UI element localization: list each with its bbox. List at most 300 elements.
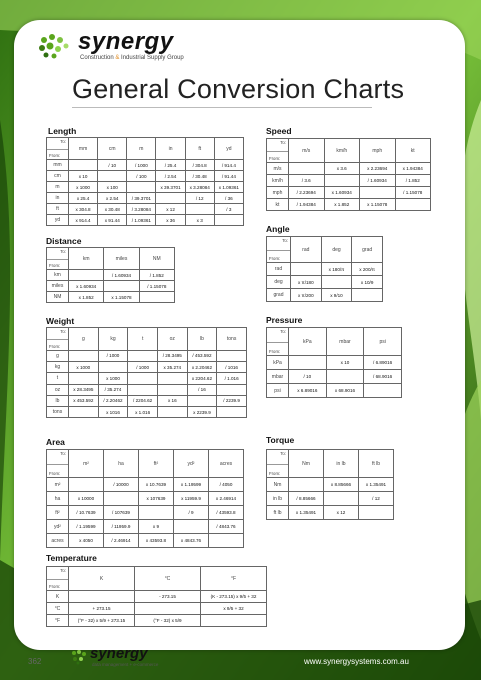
distance-conversion-cell: x 1.60934 bbox=[69, 281, 104, 292]
weight-conversion-cell: x 2204.62 bbox=[187, 373, 217, 384]
angle-conversion-cell: x π/200 bbox=[291, 289, 322, 302]
weight-conversion-cell: / 28.3495 bbox=[157, 350, 187, 361]
length-conversion-cell: x 1000 bbox=[69, 182, 98, 193]
torque-header-row bbox=[267, 450, 394, 478]
length-table-row bbox=[47, 204, 244, 215]
speed-row-header: km/h bbox=[267, 175, 289, 187]
distance-table bbox=[46, 247, 175, 303]
area-conversion-cell: x 43593.8 bbox=[139, 534, 174, 548]
distance-column-header: NM bbox=[139, 248, 174, 270]
length-table-row bbox=[47, 171, 244, 182]
speed-conversion-cell: / 1.15078 bbox=[395, 187, 431, 199]
speed-table-row bbox=[267, 187, 431, 199]
area-column-header: m² bbox=[69, 450, 104, 478]
weight-conversion-cell bbox=[128, 373, 158, 384]
distance-table-row bbox=[47, 281, 175, 292]
speed-row-header: mph bbox=[267, 187, 289, 199]
length-column-header: cm bbox=[98, 138, 127, 160]
pressure-row-header: mbar bbox=[267, 370, 289, 384]
weight-conversion-cell bbox=[217, 384, 247, 395]
length-conversion-cell bbox=[127, 182, 156, 193]
length-conversion-cell bbox=[69, 160, 98, 171]
length-conversion-cell: x 100 bbox=[98, 182, 127, 193]
weight-conversion-cell: x 2239.9 bbox=[187, 407, 217, 418]
speed-column-header: kt bbox=[395, 139, 431, 163]
angle-conversion-cell: x 200/π bbox=[352, 263, 383, 276]
length-conversion-cell: x 12 bbox=[156, 204, 185, 215]
distance-conversion-cell: x 1.852 bbox=[69, 292, 104, 303]
torque-conversion-cell bbox=[359, 506, 394, 520]
area-column-header: ft² bbox=[139, 450, 174, 478]
area-conversion-cell: / 43593.8 bbox=[209, 506, 244, 520]
corner-from-label: From: bbox=[269, 156, 281, 162]
length-conversion-cell: / 2.54 bbox=[156, 171, 185, 182]
distance-conversion-cell bbox=[139, 292, 174, 303]
pressure-conversion-cell: / 6.89016 bbox=[364, 356, 402, 370]
length-conversion-cell: x 914.4 bbox=[69, 215, 98, 226]
torque-conversion-cell: / 12 bbox=[359, 492, 394, 506]
angle-table-row bbox=[267, 289, 383, 302]
weight-column-header: tons bbox=[217, 328, 247, 351]
weight-conversion-cell bbox=[217, 350, 247, 361]
angle-header-row bbox=[267, 237, 383, 263]
corner-to-label: To: bbox=[60, 451, 66, 456]
length-column-header: yd bbox=[214, 138, 243, 160]
speed-conversion-cell: / 1.852 bbox=[395, 175, 431, 187]
weight-column-header: oz bbox=[157, 328, 187, 351]
temperature-column-header: K bbox=[69, 567, 135, 591]
logo-wordmark: synergy bbox=[78, 28, 174, 55]
distance-title: Distance bbox=[46, 236, 82, 246]
length-header-row bbox=[47, 138, 244, 160]
area-conversion-cell: x 4050 bbox=[69, 534, 104, 548]
speed-conversion-cell: x 2.23694 bbox=[360, 163, 396, 175]
length-conversion-cell: / 36 bbox=[214, 193, 243, 204]
length-conversion-cell: / 12 bbox=[185, 193, 214, 204]
corner-divider bbox=[47, 149, 68, 150]
area-table-row bbox=[47, 492, 244, 506]
weight-column-header: t bbox=[128, 328, 158, 351]
weight-title: Weight bbox=[46, 316, 75, 326]
length-conversion-cell bbox=[185, 204, 214, 215]
area-table-row bbox=[47, 534, 244, 548]
area-conversion-cell: x 1.19599 bbox=[174, 478, 209, 492]
torque-row-header: Nm bbox=[267, 478, 289, 492]
area-conversion-cell: / 10.7639 bbox=[69, 506, 104, 520]
weight-row-header: lb bbox=[47, 395, 69, 406]
area-table bbox=[46, 449, 244, 548]
area-header-row bbox=[47, 450, 244, 478]
area-conversion-cell bbox=[69, 478, 104, 492]
distance-conversion-cell: / 1.60934 bbox=[104, 270, 139, 281]
length-table-row bbox=[47, 160, 244, 171]
area-conversion-cell: / 4843.76 bbox=[209, 520, 244, 534]
length-row-header: in bbox=[47, 193, 69, 204]
area-conversion-cell: x 10.7639 bbox=[139, 478, 174, 492]
footer-logo-dots-icon bbox=[70, 649, 88, 665]
weight-column-header: lb bbox=[187, 328, 217, 351]
torque-conversion-cell bbox=[324, 492, 359, 506]
angle-row-header: rad bbox=[267, 263, 291, 276]
torque-conversion-cell: / 8.85666 bbox=[289, 492, 324, 506]
speed-conversion-cell: / 3.6 bbox=[289, 175, 325, 187]
weight-table-row bbox=[47, 361, 247, 372]
weight-conversion-cell bbox=[69, 350, 99, 361]
area-conversion-cell bbox=[104, 492, 139, 506]
weight-column-header: kg bbox=[98, 328, 128, 351]
footer-logo bbox=[70, 647, 190, 671]
corner-from-label: From: bbox=[49, 153, 61, 158]
angle-table bbox=[266, 236, 383, 302]
speed-conversion-cell: x 1.15078 bbox=[360, 199, 396, 211]
weight-conversion-cell bbox=[128, 350, 158, 361]
distance-table-row bbox=[47, 292, 175, 303]
angle-conversion-cell bbox=[352, 289, 383, 302]
area-conversion-cell: / 11959.9 bbox=[104, 520, 139, 534]
area-table-row bbox=[47, 478, 244, 492]
area-row-header: acres bbox=[47, 534, 69, 548]
corner-to-label: To: bbox=[60, 568, 66, 573]
torque-conversion-cell: x 8.85666 bbox=[324, 478, 359, 492]
temperature-row-header: °F bbox=[47, 615, 69, 627]
weight-conversion-cell: x 453.592 bbox=[69, 395, 99, 406]
speed-row-header: m/s bbox=[267, 163, 289, 175]
temperature-conversion-cell: x 9/5 + 32 bbox=[201, 603, 267, 615]
website-url[interactable]: www.synergysystems.com.au bbox=[304, 657, 409, 666]
weight-conversion-cell bbox=[187, 395, 217, 406]
temperature-header-row bbox=[47, 567, 267, 591]
length-row-header: yd bbox=[47, 215, 69, 226]
length-conversion-cell: / 30.48 bbox=[185, 171, 214, 182]
temperature-conversion-cell bbox=[201, 615, 267, 627]
corner-from-label: From: bbox=[49, 343, 61, 349]
footer-logo-tagline: data management + e-commerce bbox=[92, 662, 159, 667]
weight-conversion-cell: / 2239.9 bbox=[217, 395, 247, 406]
length-column-header: m bbox=[127, 138, 156, 160]
corner-to-label: To: bbox=[280, 329, 286, 334]
weight-column-header: g bbox=[69, 328, 99, 351]
length-conversion-cell: x 36 bbox=[156, 215, 185, 226]
length-title: Length bbox=[48, 126, 77, 136]
length-row-header: ft bbox=[47, 204, 69, 215]
distance-row-header: km bbox=[47, 270, 69, 281]
area-table-row bbox=[47, 506, 244, 520]
torque-row-header: ft lb bbox=[267, 506, 289, 520]
temperature-conversion-cell bbox=[135, 603, 201, 615]
angle-conversion-cell bbox=[291, 263, 322, 276]
weight-conversion-cell: x 16 bbox=[157, 395, 187, 406]
length-conversion-cell: x 91.44 bbox=[98, 215, 127, 226]
area-conversion-cell bbox=[139, 506, 174, 520]
torque-corner-cell bbox=[267, 450, 289, 478]
area-row-header: ha bbox=[47, 492, 69, 506]
weight-conversion-cell: / 2.20462 bbox=[98, 395, 128, 406]
area-conversion-cell: / 10000 bbox=[104, 478, 139, 492]
length-conversion-cell bbox=[214, 215, 243, 226]
angle-column-header: grad bbox=[352, 237, 383, 263]
weight-conversion-cell bbox=[157, 407, 187, 418]
distance-table-row bbox=[47, 270, 175, 281]
weight-conversion-cell: / 2204.62 bbox=[128, 395, 158, 406]
area-title: Area bbox=[46, 437, 65, 447]
temperature-table-row bbox=[47, 591, 267, 603]
length-row-header: m bbox=[47, 182, 69, 193]
length-column-header: in bbox=[156, 138, 185, 160]
length-conversion-cell: / 10 bbox=[98, 160, 127, 171]
area-conversion-cell: / 1.19599 bbox=[69, 520, 104, 534]
pressure-conversion-cell: x 68.9016 bbox=[326, 384, 364, 398]
corner-divider bbox=[267, 151, 288, 152]
distance-row-header: miles bbox=[47, 281, 69, 292]
distance-corner-cell bbox=[47, 248, 69, 270]
corner-divider bbox=[47, 464, 68, 465]
length-conversion-cell: / 3.28084 bbox=[127, 204, 156, 215]
angle-conversion-cell: x 9/10 bbox=[321, 289, 352, 302]
speed-table bbox=[266, 138, 431, 211]
pressure-conversion-cell: / 10 bbox=[289, 370, 327, 384]
pressure-table bbox=[266, 327, 402, 398]
temperature-table-row bbox=[47, 615, 267, 627]
temperature-conversion-cell: + 273.15 bbox=[69, 603, 135, 615]
speed-title: Speed bbox=[266, 126, 292, 136]
corner-divider bbox=[47, 579, 68, 580]
length-conversion-cell: / 100 bbox=[127, 171, 156, 182]
temperature-row-header: °C bbox=[47, 603, 69, 615]
area-conversion-cell bbox=[174, 520, 209, 534]
logo-tagline: Construction & Industrial Supply Group bbox=[80, 55, 184, 61]
angle-corner-cell bbox=[267, 237, 291, 263]
weight-conversion-cell: x 1016 bbox=[98, 407, 128, 418]
temperature-table bbox=[46, 566, 267, 627]
pressure-row-header: kPa bbox=[267, 356, 289, 370]
weight-conversion-cell: / 35.274 bbox=[98, 384, 128, 395]
title-divider bbox=[72, 107, 372, 108]
distance-column-header: miles bbox=[104, 248, 139, 270]
area-conversion-cell: / 107639 bbox=[104, 506, 139, 520]
pressure-table-row bbox=[267, 370, 402, 384]
corner-divider bbox=[47, 339, 68, 340]
torque-column-header: ft lb bbox=[359, 450, 394, 478]
angle-column-header: rad bbox=[291, 237, 322, 263]
distance-conversion-cell: x 1.15078 bbox=[104, 292, 139, 303]
corner-from-label: From: bbox=[269, 256, 281, 262]
corner-from-label: From: bbox=[49, 263, 61, 268]
speed-corner-cell bbox=[267, 139, 289, 163]
weight-table-row bbox=[47, 350, 247, 361]
angle-title: Angle bbox=[266, 224, 290, 234]
length-conversion-cell: / 1.09361 bbox=[127, 215, 156, 226]
page-title: General Conversion Charts bbox=[72, 74, 405, 104]
pressure-conversion-cell bbox=[326, 370, 364, 384]
length-conversion-cell: / 91.44 bbox=[214, 171, 243, 182]
weight-conversion-cell: x 28.3495 bbox=[69, 384, 99, 395]
weight-conversion-cell: / 1000 bbox=[128, 361, 158, 372]
torque-conversion-cell: x 1.35491 bbox=[359, 478, 394, 492]
weight-conversion-cell bbox=[217, 407, 247, 418]
speed-conversion-cell: / 1.60934 bbox=[360, 175, 396, 187]
pressure-table-row bbox=[267, 384, 402, 398]
length-column-header: ft bbox=[185, 138, 214, 160]
temperature-title: Temperature bbox=[46, 553, 97, 563]
area-conversion-cell: x 4843.76 bbox=[174, 534, 209, 548]
pressure-column-header: psi bbox=[364, 328, 402, 356]
speed-column-header: m/s bbox=[289, 139, 325, 163]
pressure-column-header: kPa bbox=[289, 328, 327, 356]
temperature-corner-cell bbox=[47, 567, 69, 591]
weight-conversion-cell: / 1000 bbox=[98, 350, 128, 361]
angle-table-row bbox=[267, 276, 383, 289]
area-conversion-cell: x 107639 bbox=[139, 492, 174, 506]
speed-conversion-cell: x 1.60934 bbox=[324, 187, 360, 199]
temperature-conversion-cell: - 273.15 bbox=[135, 591, 201, 603]
area-row-header: ft² bbox=[47, 506, 69, 520]
length-table-row bbox=[47, 193, 244, 204]
torque-table-row bbox=[267, 478, 394, 492]
angle-conversion-cell: x π/180 bbox=[291, 276, 322, 289]
area-conversion-cell: / 2.46914 bbox=[104, 534, 139, 548]
pressure-conversion-cell bbox=[364, 384, 402, 398]
speed-table-row bbox=[267, 163, 431, 175]
distance-conversion-cell: / 1.852 bbox=[139, 270, 174, 281]
weight-row-header: kg bbox=[47, 361, 69, 372]
weight-header-row bbox=[47, 328, 247, 351]
speed-column-header: km/h bbox=[324, 139, 360, 163]
speed-conversion-cell: x 1.94384 bbox=[395, 163, 431, 175]
temperature-conversion-cell: (°F - 32) x 5/9 bbox=[135, 615, 201, 627]
distance-conversion-cell: / 1.15078 bbox=[139, 281, 174, 292]
speed-conversion-cell: x 3.6 bbox=[324, 163, 360, 175]
torque-column-header: Nm bbox=[289, 450, 324, 478]
corner-divider bbox=[267, 464, 288, 465]
area-conversion-cell: x 11959.9 bbox=[174, 492, 209, 506]
weight-conversion-cell bbox=[69, 373, 99, 384]
weight-conversion-cell: / 453.592 bbox=[187, 350, 217, 361]
distance-column-header: km bbox=[69, 248, 104, 270]
temperature-conversion-cell bbox=[69, 591, 135, 603]
distance-conversion-cell bbox=[69, 270, 104, 281]
pressure-title: Pressure bbox=[266, 315, 303, 325]
speed-row-header: kt bbox=[267, 199, 289, 211]
weight-conversion-cell: x 35.274 bbox=[157, 361, 187, 372]
length-conversion-cell: x 39.3701 bbox=[156, 182, 185, 193]
speed-table-row bbox=[267, 175, 431, 187]
area-row-header: m² bbox=[47, 478, 69, 492]
pressure-conversion-cell: x 10 bbox=[326, 356, 364, 370]
speed-conversion-cell: / 1.94384 bbox=[289, 199, 325, 211]
angle-conversion-cell bbox=[321, 276, 352, 289]
length-conversion-cell: / 25.4 bbox=[156, 160, 185, 171]
area-column-header: ha bbox=[104, 450, 139, 478]
temperature-conversion-cell: (K - 273.15) x 9/5 + 32 bbox=[201, 591, 267, 603]
corner-from-label: From: bbox=[49, 584, 61, 590]
torque-table-row bbox=[267, 492, 394, 506]
weight-conversion-cell bbox=[69, 407, 99, 418]
torque-table-row bbox=[267, 506, 394, 520]
pressure-row-header: psi bbox=[267, 384, 289, 398]
speed-column-header: mph bbox=[360, 139, 396, 163]
torque-conversion-cell: x 12 bbox=[324, 506, 359, 520]
torque-title: Torque bbox=[266, 435, 295, 445]
weight-conversion-cell: / 16 bbox=[187, 384, 217, 395]
pressure-conversion-cell: / 68.9016 bbox=[364, 370, 402, 384]
corner-to-label: To: bbox=[280, 451, 286, 456]
logo-dots-icon bbox=[36, 32, 72, 62]
weight-row-header: t bbox=[47, 373, 69, 384]
length-conversion-cell bbox=[156, 193, 185, 204]
weight-conversion-cell: x 1000 bbox=[98, 373, 128, 384]
area-conversion-cell: / 4050 bbox=[209, 478, 244, 492]
angle-conversion-cell: x 10/9 bbox=[352, 276, 383, 289]
area-table-row bbox=[47, 520, 244, 534]
length-conversion-cell: / 914.4 bbox=[214, 160, 243, 171]
synergy-logo bbox=[36, 28, 256, 64]
speed-conversion-cell bbox=[360, 187, 396, 199]
distance-row-header: NM bbox=[47, 292, 69, 303]
speed-conversion-cell: x 1.852 bbox=[324, 199, 360, 211]
weight-conversion-cell bbox=[157, 373, 187, 384]
pressure-conversion-cell: x 6.89016 bbox=[289, 384, 327, 398]
length-row-header: cm bbox=[47, 171, 69, 182]
temperature-column-header: °C bbox=[135, 567, 201, 591]
pressure-table-row bbox=[267, 356, 402, 370]
corner-divider bbox=[267, 342, 288, 343]
length-corner-cell bbox=[47, 138, 69, 160]
torque-conversion-cell: x 1.35491 bbox=[289, 506, 324, 520]
angle-column-header: deg bbox=[321, 237, 352, 263]
torque-row-header: in lb bbox=[267, 492, 289, 506]
speed-conversion-cell bbox=[289, 163, 325, 175]
corner-to-label: To: bbox=[60, 139, 66, 144]
corner-from-label: From: bbox=[49, 471, 61, 477]
corner-to-label: To: bbox=[60, 329, 66, 334]
torque-column-header: in lb bbox=[324, 450, 359, 478]
length-row-header: mm bbox=[47, 160, 69, 171]
length-column-header: mm bbox=[69, 138, 98, 160]
area-row-header: yd² bbox=[47, 520, 69, 534]
footer-logo-wordmark: synergy bbox=[90, 645, 148, 662]
temperature-column-header: °F bbox=[201, 567, 267, 591]
temperature-conversion-cell: (°F - 32) x 5/9 + 273.15 bbox=[69, 615, 135, 627]
weight-conversion-cell: x 1000 bbox=[69, 361, 99, 372]
weight-corner-cell bbox=[47, 328, 69, 351]
length-conversion-cell: / 39.3701 bbox=[127, 193, 156, 204]
length-table bbox=[46, 137, 244, 226]
area-conversion-cell: x 9 bbox=[139, 520, 174, 534]
area-corner-cell bbox=[47, 450, 69, 478]
pressure-conversion-cell bbox=[289, 356, 327, 370]
area-column-header: yd² bbox=[174, 450, 209, 478]
weight-conversion-cell bbox=[157, 384, 187, 395]
area-conversion-cell bbox=[209, 534, 244, 548]
corner-divider bbox=[267, 250, 290, 251]
length-conversion-cell: / 304.8 bbox=[185, 160, 214, 171]
angle-row-header: grad bbox=[267, 289, 291, 302]
area-conversion-cell: / 9 bbox=[174, 506, 209, 520]
length-conversion-cell: x 2.54 bbox=[98, 193, 127, 204]
distance-header-row bbox=[47, 248, 175, 270]
weight-conversion-cell bbox=[128, 384, 158, 395]
length-conversion-cell: x 304.8 bbox=[69, 204, 98, 215]
weight-conversion-cell: x 1.016 bbox=[128, 407, 158, 418]
speed-conversion-cell: / 2.23694 bbox=[289, 187, 325, 199]
speed-header-row bbox=[267, 139, 431, 163]
speed-conversion-cell bbox=[395, 199, 431, 211]
weight-conversion-cell bbox=[98, 361, 128, 372]
angle-row-header: deg bbox=[267, 276, 291, 289]
corner-to-label: To: bbox=[282, 238, 288, 243]
length-table-row bbox=[47, 182, 244, 193]
weight-row-header: oz bbox=[47, 384, 69, 395]
